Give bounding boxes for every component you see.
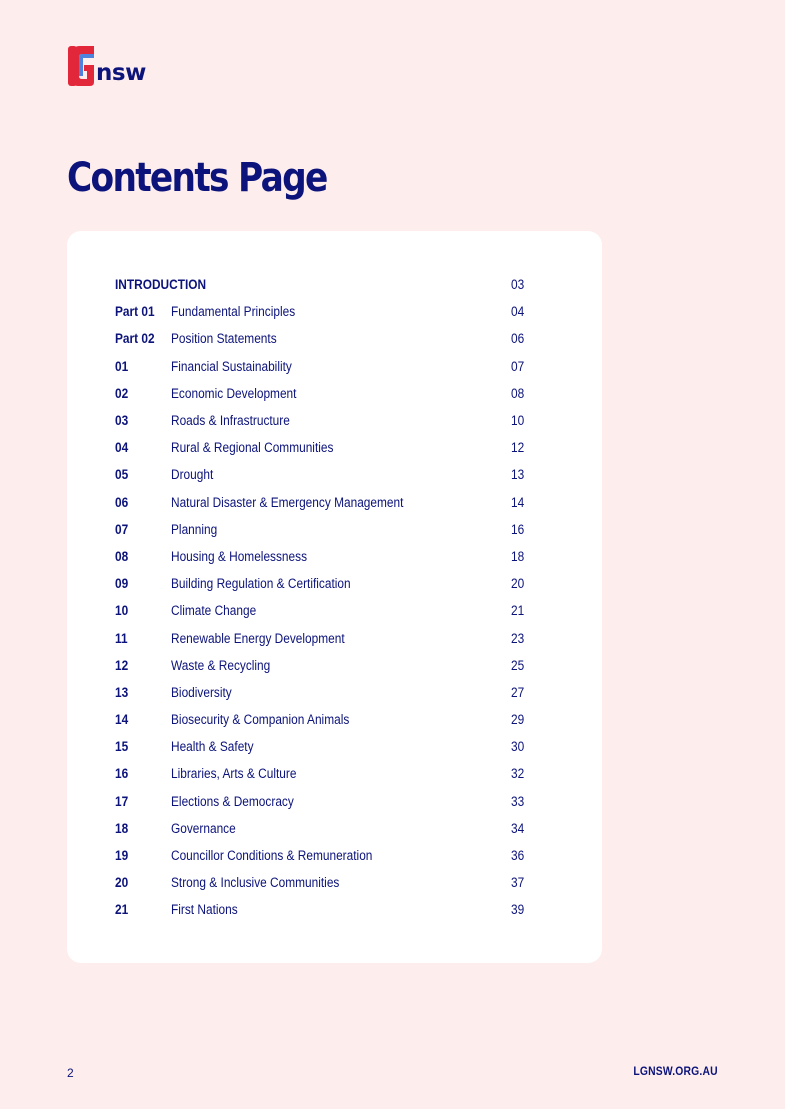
toc-entry-number: Part 01: [115, 304, 155, 320]
toc-entry-title: Roads & Infrastructure: [171, 413, 290, 429]
toc-entry[interactable]: [115, 380, 535, 407]
toc-entry-number: 15: [115, 739, 129, 755]
toc-entry-number: 14: [115, 712, 129, 728]
toc-entry-title: Planning: [171, 521, 218, 537]
toc-entry[interactable]: [115, 679, 535, 706]
toc-entry[interactable]: [115, 896, 535, 923]
toc-entry-page: 07: [511, 358, 525, 374]
toc-entry-number: 02: [115, 385, 129, 401]
toc-entry-number: Part 02: [115, 331, 155, 347]
toc-entry-number: 16: [115, 766, 129, 782]
toc-entry-number: 10: [115, 603, 129, 619]
toc-entry-page: 36: [511, 848, 525, 864]
toc-entry-page: 03: [511, 277, 525, 293]
toc-entry-title: INTRODUCTION: [115, 277, 207, 293]
toc-entry-page: 27: [511, 684, 525, 700]
toc-entry-number: 09: [115, 576, 129, 592]
toc-entry-title: Rural & Regional Communities: [171, 440, 334, 456]
toc-entry-page: 37: [511, 875, 525, 891]
toc-entry-page: 25: [511, 657, 525, 673]
toc-entry[interactable]: [115, 760, 535, 787]
toc-entry[interactable]: [115, 624, 535, 651]
toc-entry-title: Financial Sustainability: [171, 358, 292, 374]
toc-entry-page: 34: [511, 820, 525, 836]
toc-entry-page: 39: [511, 902, 525, 918]
toc-entry-title: Strong & Inclusive Communities: [171, 875, 340, 891]
toc-entry[interactable]: [115, 733, 535, 760]
toc-entry-page: 08: [511, 385, 525, 401]
toc-entry[interactable]: [115, 597, 535, 624]
toc-entry-number: 01: [115, 358, 129, 374]
toc-entry[interactable]: [115, 407, 535, 434]
toc-entry-title: Councillor Conditions & Remuneration: [171, 848, 373, 864]
toc-entry-page: 21: [511, 603, 525, 619]
toc-entry-page: 06: [511, 331, 525, 347]
toc-entry[interactable]: [115, 788, 535, 815]
toc-entry-page: 16: [511, 521, 525, 537]
toc-entry-page: 14: [511, 494, 525, 510]
toc-entry-title: Health & Safety: [171, 739, 254, 755]
toc-entry-number: 21: [115, 902, 129, 918]
toc-entry-page: 33: [511, 793, 525, 809]
toc-entry[interactable]: [115, 815, 535, 842]
toc-entry-page: 12: [511, 440, 525, 456]
toc-entry-title: Economic Development: [171, 385, 297, 401]
toc-entry-title: Libraries, Arts & Culture: [171, 766, 297, 782]
toc-entry[interactable]: [115, 869, 535, 896]
toc-entry[interactable]: [115, 461, 535, 488]
toc-entry-title: Natural Disaster & Emergency Management: [171, 494, 404, 510]
toc-entry[interactable]: [115, 842, 535, 869]
toc-entry-number: 13: [115, 684, 129, 700]
toc-entry-title: Position Statements: [171, 331, 277, 347]
contents-card: [67, 231, 602, 963]
toc-entry[interactable]: [115, 516, 535, 543]
toc-entry-page: 32: [511, 766, 525, 782]
toc-entry[interactable]: [115, 434, 535, 461]
toc-entry-title: Housing & Homelessness: [171, 548, 308, 564]
toc-entry-number: 04: [115, 440, 129, 456]
toc-entry-title: Renewable Energy Development: [171, 630, 345, 646]
toc-entry-number: 08: [115, 548, 129, 564]
toc-entry-title: Elections & Democracy: [171, 793, 294, 809]
toc-entry[interactable]: [115, 652, 535, 679]
toc-entry-title: Climate Change: [171, 603, 257, 619]
toc-entry[interactable]: [115, 271, 535, 298]
toc-entry-page: 18: [511, 548, 525, 564]
toc-entry[interactable]: [115, 570, 535, 597]
toc-entry-title: Biodiversity: [171, 684, 232, 700]
toc-entry-page: 30: [511, 739, 525, 755]
toc-entry-number: 03: [115, 413, 129, 429]
toc-entry-page: 10: [511, 413, 525, 429]
toc-entry-title: Building Regulation & Certification: [171, 576, 351, 592]
table-of-contents: [115, 271, 535, 924]
toc-entry[interactable]: [115, 325, 535, 352]
toc-entry-number: 05: [115, 467, 129, 483]
toc-entry[interactable]: [115, 543, 535, 570]
logo-text: nsw: [96, 60, 146, 86]
toc-entry-title: Fundamental Principles: [171, 304, 296, 320]
toc-entry-page: 04: [511, 304, 525, 320]
toc-entry[interactable]: [115, 298, 535, 325]
toc-entry[interactable]: [115, 706, 535, 733]
page-number: 2: [67, 1066, 74, 1080]
toc-entry-page: 20: [511, 576, 525, 592]
toc-entry-title: First Nations: [171, 902, 238, 918]
page-title: Contents Page: [67, 155, 327, 201]
toc-entry-number: 19: [115, 848, 129, 864]
toc-entry-number: 17: [115, 793, 129, 809]
toc-entry-title: Governance: [171, 820, 236, 836]
toc-entry-number: 18: [115, 820, 129, 836]
toc-entry[interactable]: [115, 353, 535, 380]
toc-entry[interactable]: [115, 489, 535, 516]
toc-entry-title: Waste & Recycling: [171, 657, 271, 673]
toc-entry-number: 07: [115, 521, 129, 537]
toc-entry-number: 12: [115, 657, 129, 673]
website-link[interactable]: LGNSW.ORG.AU: [633, 1066, 718, 1078]
toc-entry-page: 13: [511, 467, 525, 483]
toc-entry-number: 20: [115, 875, 129, 891]
toc-entry-page: 29: [511, 712, 525, 728]
toc-entry-number: 06: [115, 494, 129, 510]
toc-entry-title: Biosecurity & Companion Animals: [171, 712, 350, 728]
toc-entry-title: Drought: [171, 467, 214, 483]
toc-entry-number: 11: [115, 630, 128, 646]
toc-entry-page: 23: [511, 630, 525, 646]
